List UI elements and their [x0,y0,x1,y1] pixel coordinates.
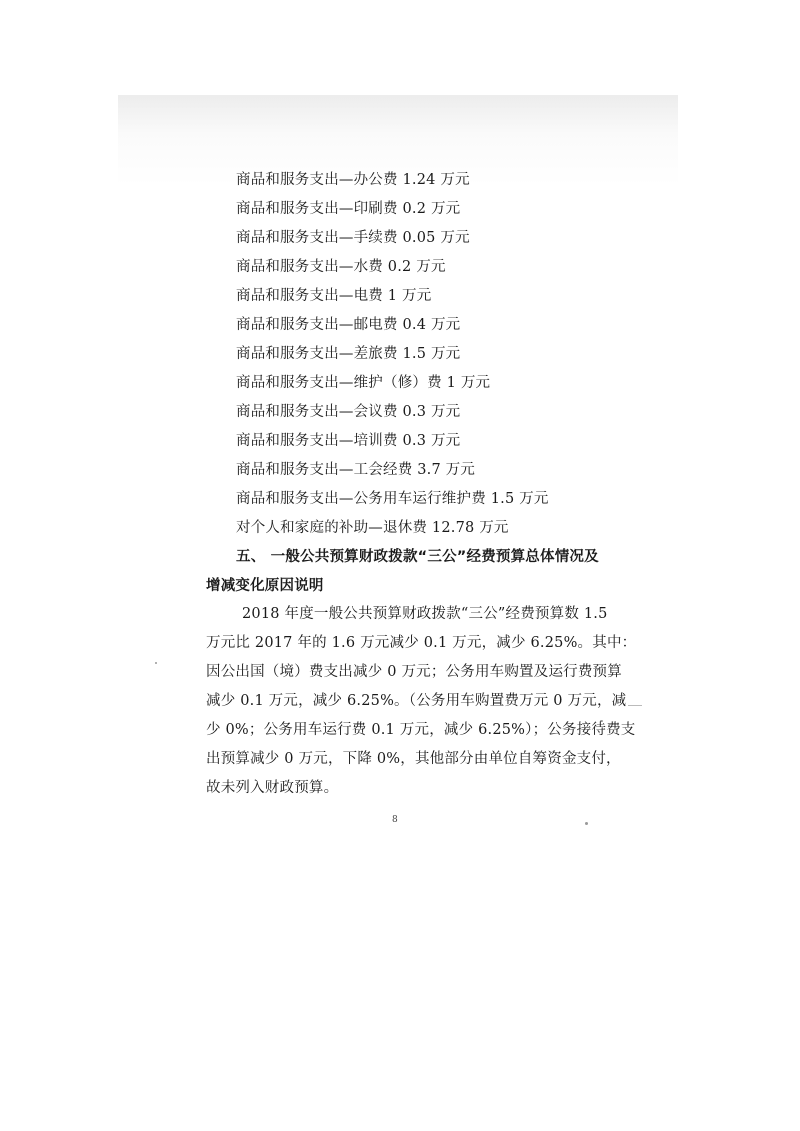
budget-item-union: 商品和服务支出—工会经费 3.7 万元 [236,462,476,478]
page-number: 8 [392,815,398,825]
budget-item-electricity: 商品和服务支出—电费 1 万元 [236,288,432,304]
paragraph-line-2: 万元比 2017 年的 1.6 万元减少 0.1 万元，减少 6.25%。其中： [206,635,637,651]
budget-item-printing: 商品和服务支出—印刷费 0.2 万元 [236,201,461,217]
budget-item-retirement: 对个人和家庭的补助—退休费 12.78 万元 [236,520,509,536]
section-heading-line-2: 增减变化原因说明 [206,578,324,594]
budget-item-postal: 商品和服务支出—邮电费 0.4 万元 [236,317,461,333]
paragraph-line-6: 出预算减少 0 万元，下降 0%，其他部分由单位自筹资金支付， [206,751,621,767]
budget-item-office: 商品和服务支出—办公费 1.24 万元 [236,172,470,188]
section-heading-line-1: 五、 一般公共预算财政拨款“三公”经费预算总体情况及 [236,549,599,565]
paragraph-line-5: 少 0%；公务用车运行费 0.1 万元，减少 6.25%）；公务接待费支 [206,722,636,738]
budget-item-travel: 商品和服务支出—差旅费 1.5 万元 [236,346,461,362]
budget-item-training: 商品和服务支出—培训费 0.3 万元 [236,433,461,449]
scan-speck [155,662,157,664]
budget-item-maintenance: 商品和服务支出—维护（修）费 1 万元 [236,375,491,391]
paragraph-line-1: 2018 年度一般公共预算财政拨款“三公”经费预算数 1.5 [242,606,608,622]
paragraph-line-7: 故未列入财政预算。 [206,780,339,796]
budget-item-meeting: 商品和服务支出—会议费 0.3 万元 [236,404,461,420]
scan-speck [585,822,588,825]
budget-item-vehicle: 商品和服务支出—公务用车运行维护费 1.5 万元 [236,491,549,507]
scan-speck [628,705,642,706]
paragraph-line-4: 减少 0.1 万元，减少 6.25%。（公务用车购置费万元 0 万元，减 [206,693,627,709]
budget-item-water: 商品和服务支出—水费 0.2 万元 [236,259,446,275]
budget-item-fees: 商品和服务支出—手续费 0.05 万元 [236,230,470,246]
paragraph-line-3: 因公出国（境）费支出减少 0 万元；公务用车购置及运行费预算 [206,664,622,680]
